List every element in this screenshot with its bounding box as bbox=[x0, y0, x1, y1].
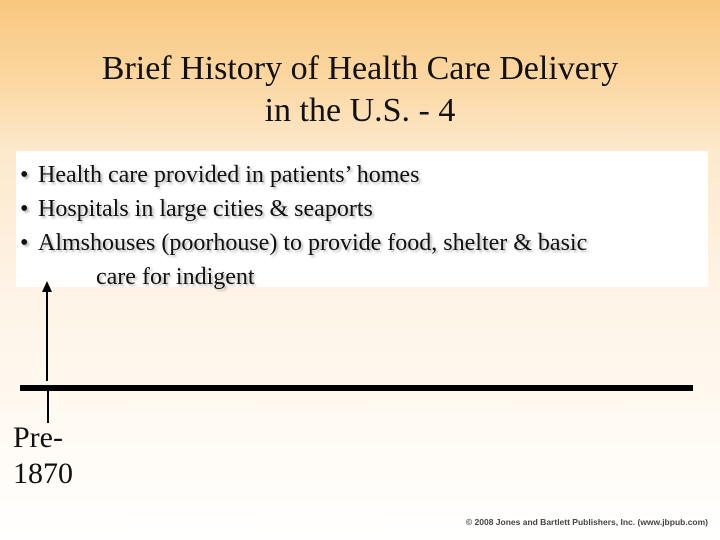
bullet-continuation: care for indigent bbox=[96, 264, 255, 290]
timeline-tick bbox=[47, 391, 49, 423]
bullet-dot: • bbox=[20, 196, 29, 222]
bullet-text: Almshouses (poorhouse) to provide food, shelter & basic bbox=[38, 230, 588, 256]
timeline-line bbox=[20, 385, 693, 391]
bullet-item bbox=[20, 226, 710, 260]
bullet-list bbox=[20, 158, 710, 294]
timeline-label-line-2: 1870 bbox=[13, 457, 73, 490]
bullet-text: Hospitals in large cities & seaports bbox=[38, 196, 373, 222]
bullet-text: Health care provided in patients’ homes bbox=[38, 162, 420, 188]
bullet-item bbox=[20, 192, 710, 226]
title-line-1: Brief History of Health Care Delivery bbox=[101, 50, 619, 87]
timeline-label bbox=[13, 420, 73, 492]
slide-title bbox=[0, 48, 720, 132]
timeline-label-line-1: Pre- bbox=[13, 421, 63, 454]
copyright-notice: © 2008 Jones and Bartlett Publishers, Inc. (www.jbpub.com) bbox=[465, 517, 708, 527]
up-arrow-icon bbox=[38, 281, 58, 381]
bullet-item bbox=[20, 158, 710, 192]
bullet-dot: • bbox=[20, 162, 29, 188]
bullet-dot: • bbox=[20, 230, 29, 256]
title-line-2: in the U.S. - 4 bbox=[264, 92, 456, 129]
